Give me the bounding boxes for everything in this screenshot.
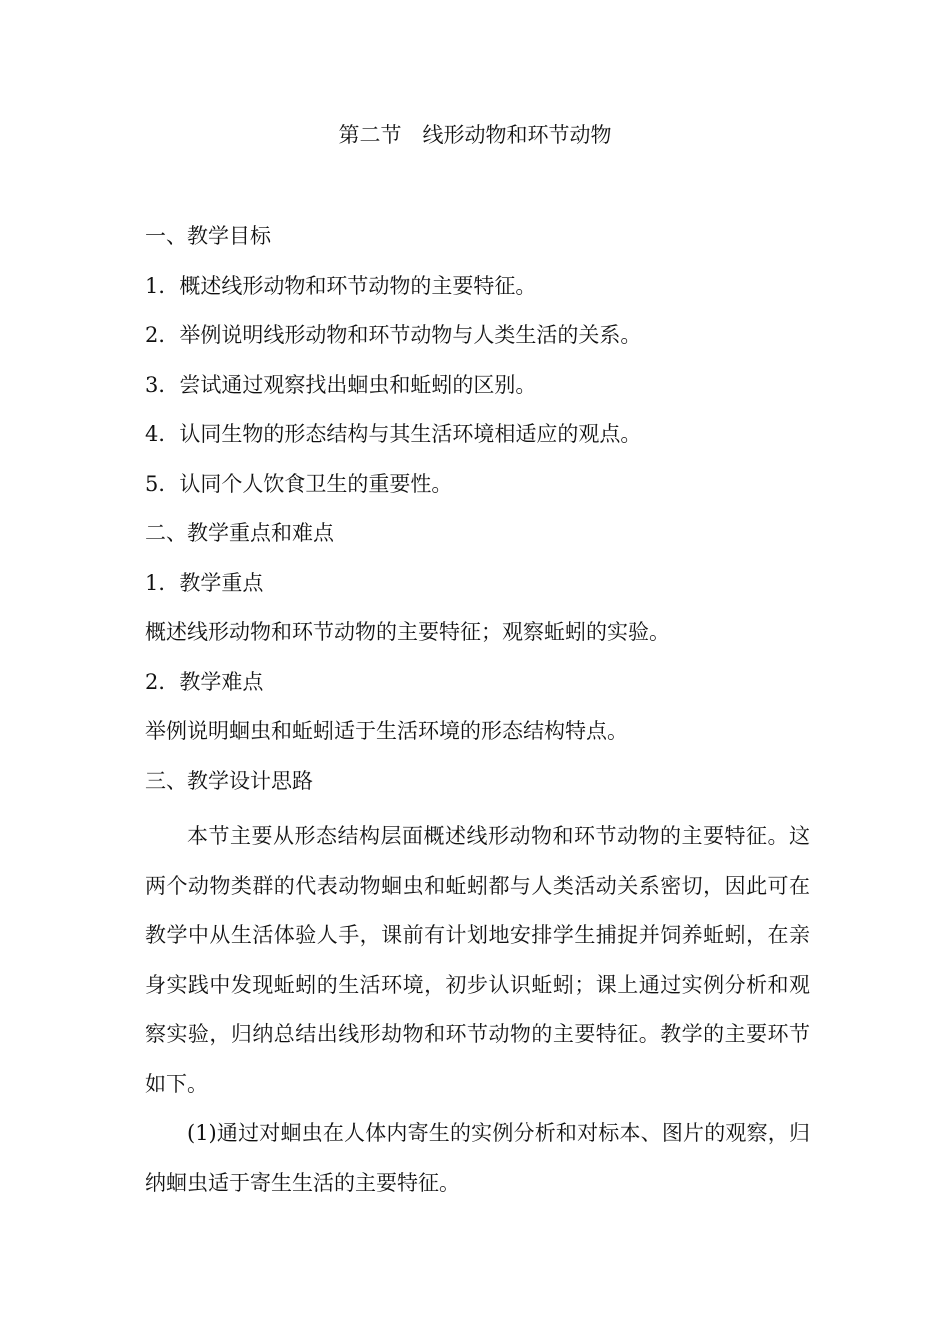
heading-key-points: 二、教学重点和难点 (145, 521, 334, 545)
goal-item-1: 1．概述线形动物和环节动物的主要特征。 (145, 273, 537, 298)
goal-item-3: 3．尝试通过观察找出蛔虫和蚯蚓的区别。 (145, 372, 537, 397)
document-body (145, 218, 810, 1208)
subheading-difficulty: 2．教学难点 (145, 669, 264, 694)
section-title: 第二节 线形动物和环节动物 (338, 123, 612, 147)
heading-design-idea: 三、教学设计思路 (145, 768, 313, 793)
goal-item-4: 4．认同生物的形态结构与其生活环境相适应的观点。 (145, 422, 642, 446)
key-point-text: 概述线形动物和环节动物的主要特征；观察蚯蚓的实验。 (145, 620, 670, 644)
step-paragraph-1: (1)通过对蛔虫在人体内寄生的实例分析和对标本、图片的观察，归纳蛔虫适于寄生生活的主要特征。 (145, 1121, 810, 1195)
goal-item-2: 2．举例说明线形动物和环节动物与人类生活的关系。 (145, 323, 642, 347)
subheading-key-point: 1．教学重点 (145, 570, 264, 595)
difficulty-text: 举例说明蛔虫和蚯蚓适于生活环境的形态结构特点。 (145, 719, 628, 743)
design-paragraph: 本节主要从形态结构层面概述线形动物和环节动物的主要特征。这两个动物类群的代表动物蛔虫和蚯蚓都与人类活动关系密切，因此可在教学中从生活体验人手，课前有计划地安排学生捕捉并饲养蚯蚓，在亲身实践中发现蚯蚓的生活环境，初步认识蚯蚓；课上通过实例分析和观察实验，归纳总结出线形劫物和环节动物的主要特征。教学的主要环节如下。 (145, 824, 810, 1096)
heading-teaching-goals: 一、教学目标 (145, 224, 271, 248)
goal-item-5: 5．认同个人饮食卫生的重要性。 (145, 471, 453, 496)
